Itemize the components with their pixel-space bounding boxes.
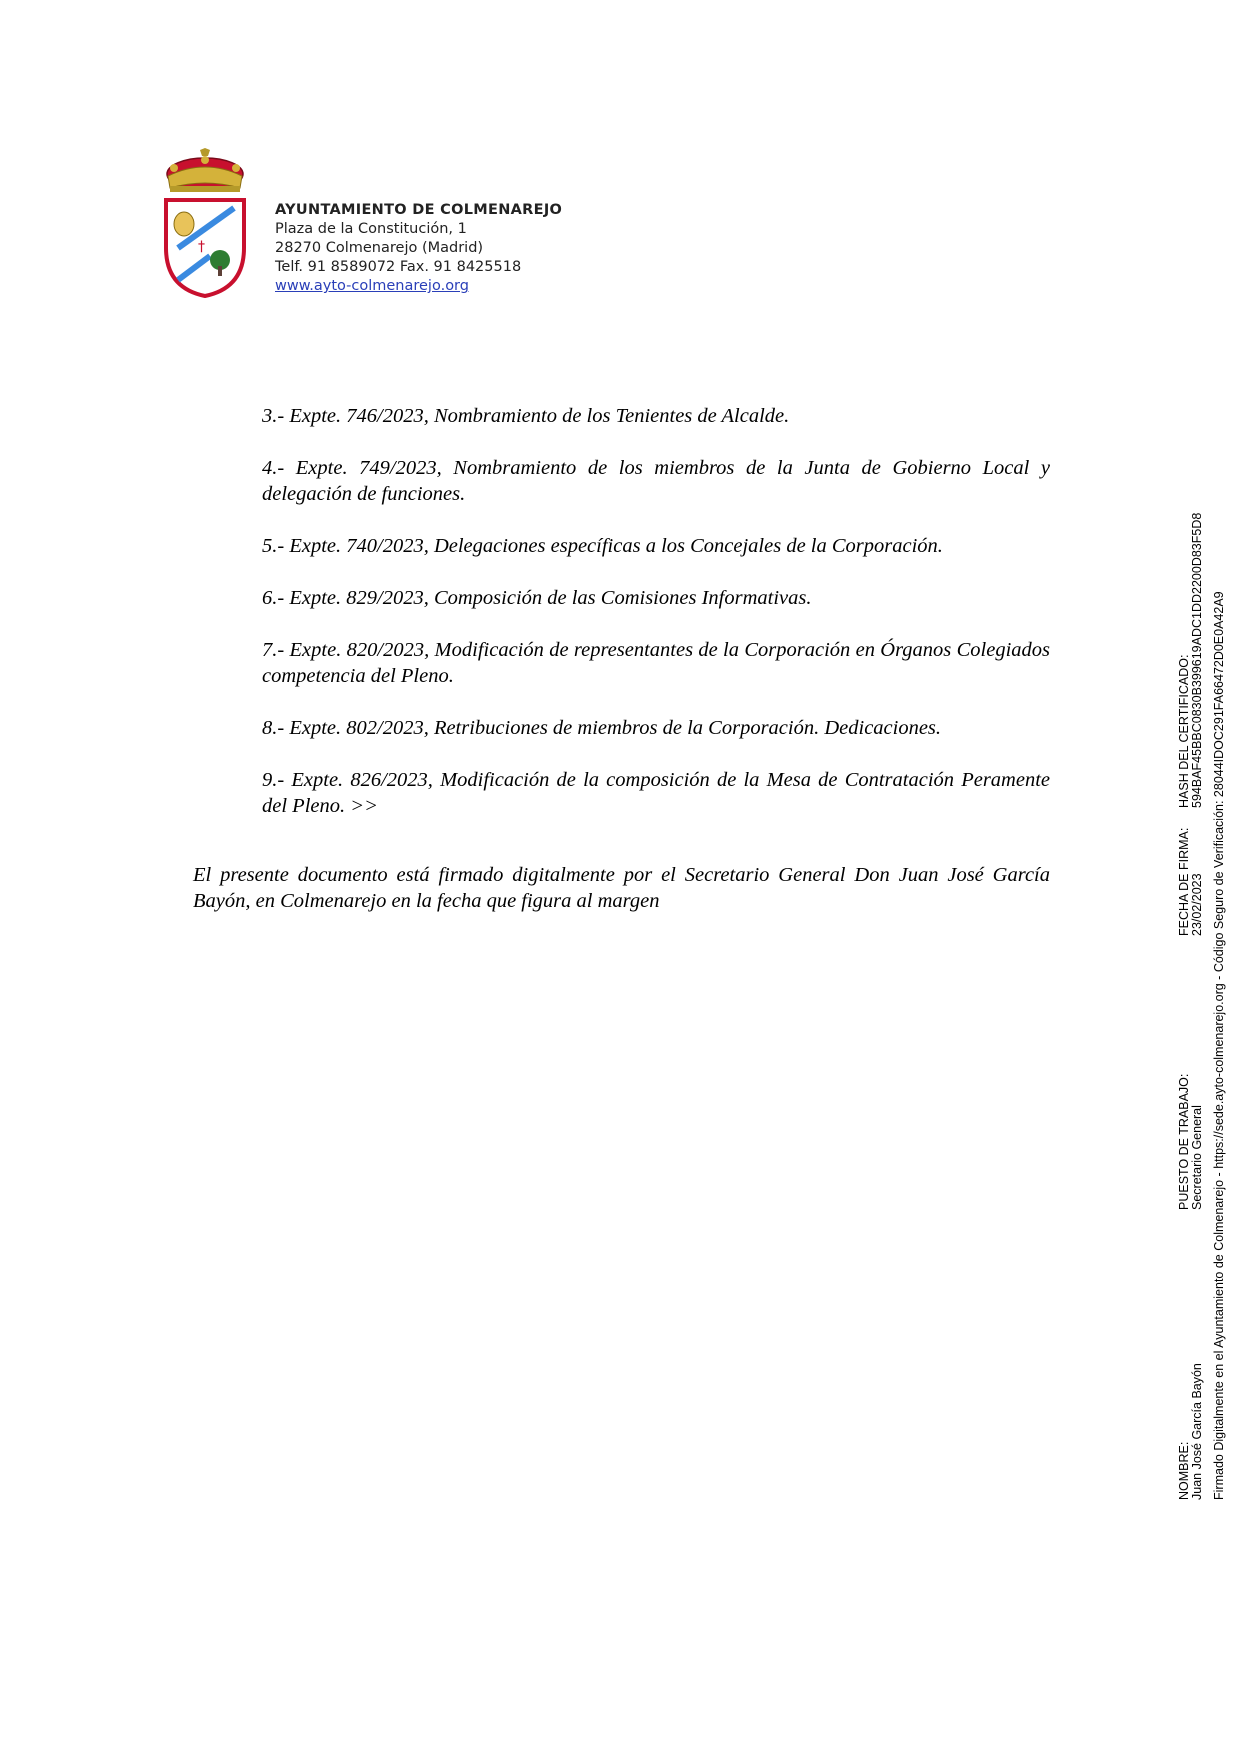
signature-date-block bbox=[1178, 828, 1204, 936]
signature-date-label: FECHA DE FIRMA: bbox=[1177, 827, 1191, 936]
municipal-crest-logo bbox=[160, 148, 250, 298]
signature-date-value: 23/02/2023 bbox=[1190, 873, 1204, 936]
address: Plaza de la Constitución, 1 bbox=[275, 221, 467, 237]
signature-hash-label: HASH DEL CERTIFICADO: bbox=[1177, 654, 1191, 808]
agenda-item: 5.- Expte. 740/2023, Delegaciones específicas a los Concejales de la Corporación. bbox=[262, 535, 943, 557]
signature-name-value: Juan José García Bayón bbox=[1190, 1363, 1204, 1500]
signature-name-block bbox=[1178, 1363, 1204, 1500]
organization-name: AYUNTAMIENTO DE COLMENAREJO bbox=[275, 202, 563, 218]
signature-footer bbox=[1213, 591, 1226, 1500]
agenda-item: 3.- Expte. 746/2023, Nombramiento de los Tenientes de Alcalde. bbox=[262, 405, 790, 427]
signature-hash-value: 594BAF45BBC0830B399619ADC1DD2200D83F5D8 bbox=[1190, 512, 1204, 808]
agenda-item: 9.- Expte. 826/2023, Modificación de la composición de la Mesa de Contratación Peramente del Pleno. >> bbox=[262, 769, 1050, 817]
phone-fax: Telf. 91 8589072 Fax. 91 8425518 bbox=[275, 259, 522, 275]
signature-hash-block bbox=[1178, 513, 1204, 808]
agenda-item: 6.- Expte. 829/2023, Composición de las Comisiones Informativas. bbox=[262, 587, 812, 609]
closing-statement: El presente documento está firmado digitalmente por el Secretario General Don Juan José García Bayón, en Colmenarejo en la fecha que figura al margen bbox=[193, 863, 1050, 912]
letterhead bbox=[160, 148, 600, 298]
svg-text:†: † bbox=[198, 239, 205, 255]
signature-position-label: PUESTO DE TRABAJO: bbox=[1177, 1073, 1191, 1210]
agenda-item: 4.- Expte. 749/2023, Nombramiento de los miembros de la Junta de Gobierno Local y delegación de funciones. bbox=[262, 457, 1050, 505]
website-link[interactable]: www.ayto-colmenarejo.org bbox=[275, 278, 469, 294]
agenda-item: 8.- Expte. 802/2023, Retribuciones de miembros de la Corporación. Dedicaciones. bbox=[262, 717, 942, 739]
letterhead-text bbox=[275, 201, 562, 296]
verification-text: Firmado Digitalmente en el Ayuntamiento de Colmenarejo - https://sede.ayto-colmenarejo.org - Código Seguro de Verificación: 28044IDOC291FA66472D0E0A42A9 bbox=[1212, 591, 1226, 1500]
agenda-items bbox=[262, 403, 1050, 845]
agenda-item: 7.- Expte. 820/2023, Modificación de representantes de la Corporación en Órganos Colegiados competencia del Pleno. bbox=[262, 639, 1050, 687]
signature-name-label: NOMBRE: bbox=[1177, 1441, 1191, 1500]
signature-position-block bbox=[1178, 1074, 1204, 1210]
signature-position-value: Secretario General bbox=[1190, 1105, 1204, 1210]
city: 28270 Colmenarejo (Madrid) bbox=[275, 240, 484, 256]
